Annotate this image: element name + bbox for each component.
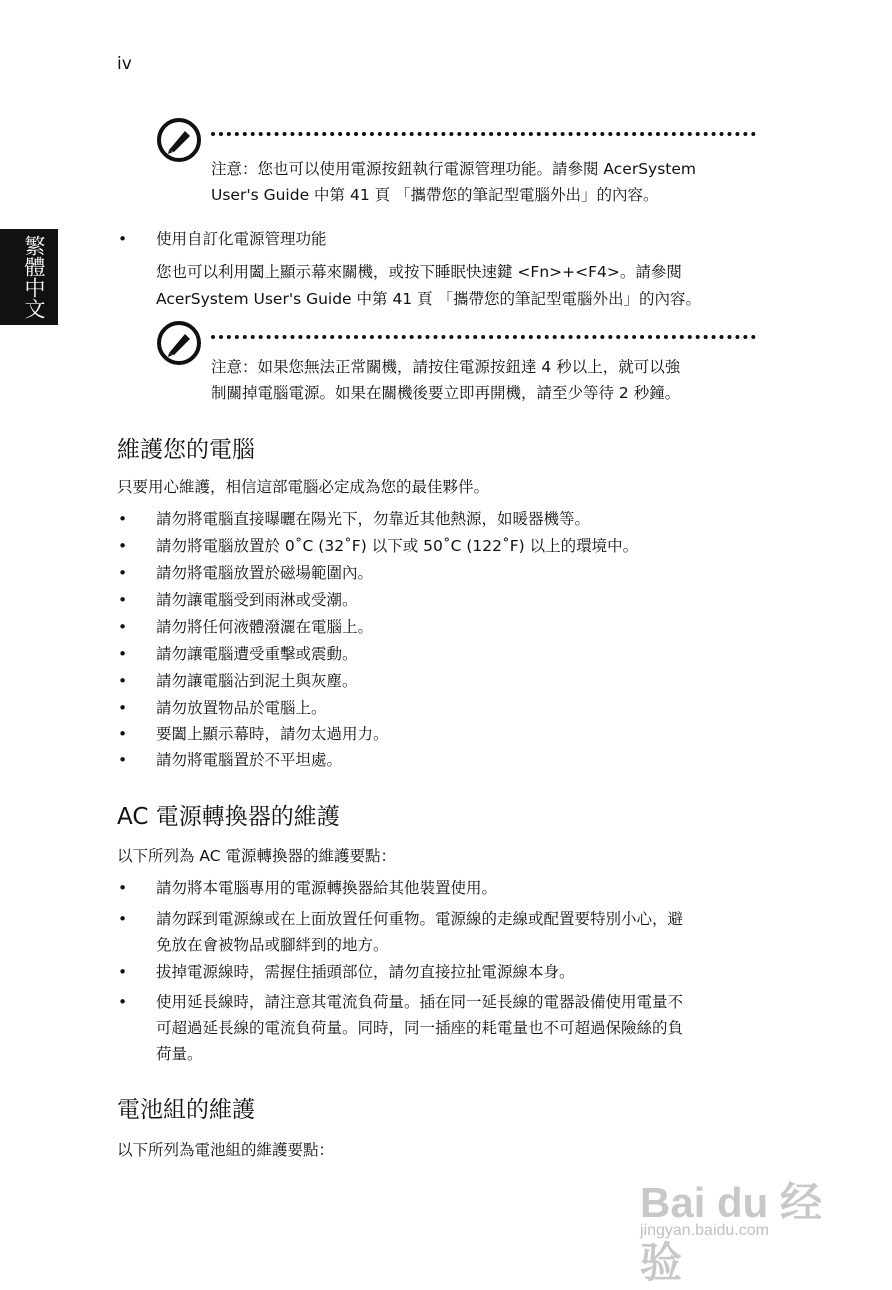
bullet-text: 請勿將電腦放置於 0˚C (32˚F) 以下或 50˚C (122˚F) 以上的環境中。	[156, 537, 639, 555]
custom-power-paragraph	[156, 259, 756, 313]
section-title-battery: 電池組的維護	[117, 1097, 255, 1123]
bullet-line: 可超過延長線的電流負荷量。同時，同一插座的耗電量也不可超過保險絲的負	[156, 1019, 684, 1037]
list-item	[118, 721, 758, 747]
bullet-text: 請勿將電腦放置於磁場範圍內。	[156, 564, 374, 582]
note-1-line-2: User's Guide 中第 41 頁 「攜帶您的筆記型電腦外出」的內容。	[211, 186, 659, 204]
bullet-line: 荷量。	[156, 1045, 203, 1063]
bullet-dot: •	[118, 591, 128, 609]
bullet-text: 拔掉電源線時，需握住插頭部位，請勿直接拉扯電源線本身。	[156, 963, 575, 981]
bullet-line: 免放在會被物品或腳絆到的地方。	[156, 936, 389, 954]
bullet-dot: •	[118, 963, 128, 981]
watermark-url: jingyan.baidu.com	[640, 1222, 769, 1239]
baidu-watermark	[640, 1150, 850, 1286]
list-item	[118, 989, 758, 1067]
list-item	[118, 506, 758, 532]
bullet-text: 請勿將電腦直接曝曬在陽光下，勿靠近其他熱源，如暖器機等。	[156, 510, 591, 528]
note-divider	[211, 132, 756, 136]
bullet-text: 請勿將任何液體潑灑在電腦上。	[156, 618, 374, 636]
note-pen-icon	[156, 320, 202, 366]
bullet-line: 請勿踩到電源線或在上面放置任何重物。電源線的走線或配置要特別小心，避	[156, 910, 684, 928]
watermark-brand: Bai du 经验	[640, 1179, 823, 1286]
bullet-text: 請勿讓電腦沾到泥土與灰塵。	[156, 672, 358, 690]
bullet-dot: •	[118, 699, 128, 717]
bullet-text: 使用自訂化電源管理功能	[156, 230, 327, 248]
list-item	[118, 959, 758, 985]
bullet-text: 請勿將本電腦專用的電源轉換器給其他裝置使用。	[156, 879, 498, 897]
section-title-ac: AC 電源轉換器的維護	[117, 804, 340, 830]
list-item	[118, 747, 758, 773]
section-title-care: 維護您的電腦	[117, 437, 255, 463]
bullet-dot: •	[118, 564, 128, 582]
bullet-text: 請勿讓電腦受到雨淋或受潮。	[156, 591, 358, 609]
list-item	[118, 875, 758, 901]
bullet-dot: •	[118, 645, 128, 663]
list-item	[118, 587, 758, 613]
note-2-line-2: 制關掉電腦電源。如果在關機後要立即再開機，請至少等待 2 秒鐘。	[211, 384, 681, 402]
bullet-text: 請勿放置物品於電腦上。	[156, 699, 327, 717]
note-2	[211, 354, 771, 406]
list-item	[118, 226, 758, 252]
paragraph-line-1: 您也可以利用闔上顯示幕來關機，或按下睡眠快速鍵 <Fn>+<F4>。請參閱	[156, 263, 682, 281]
list-item	[118, 906, 758, 958]
bullet-dot: •	[118, 993, 128, 1011]
bullet-dot: •	[118, 537, 128, 555]
bullet-text: 請勿讓電腦遭受重擊或震動。	[156, 645, 358, 663]
bullet-dot: •	[118, 672, 128, 690]
list-item	[118, 533, 758, 559]
note-1-line-1: 注意：您也可以使用電源按鈕執行電源管理功能。請參閱 AcerSystem	[211, 160, 696, 178]
note-divider	[211, 335, 756, 339]
note-1	[211, 156, 771, 208]
note-pen-icon	[156, 117, 202, 163]
bullet-dot: •	[118, 725, 128, 743]
section-intro-battery: 以下所列為電池組的維護要點：	[117, 1141, 335, 1159]
language-side-tab: 繁體中文	[0, 229, 58, 325]
list-item	[118, 668, 758, 694]
bullet-text: 請勿將電腦置於不平坦處。	[156, 751, 343, 769]
bullet-dot: •	[118, 618, 128, 636]
section-intro-care: 只要用心維護，相信這部電腦必定成為您的最佳夥伴。	[117, 478, 490, 496]
bullet-dot: •	[118, 751, 128, 769]
bullet-text	[156, 906, 746, 958]
list-item	[118, 614, 758, 640]
section-intro-ac: 以下所列為 AC 電源轉換器的維護要點：	[117, 847, 397, 865]
bullet-dot: •	[118, 510, 128, 528]
list-item	[118, 695, 758, 721]
bullet-text	[156, 989, 746, 1067]
list-item	[118, 641, 758, 667]
paragraph-line-2: AcerSystem User's Guide 中第 41 頁 「攜帶您的筆記型電腦外出」的內容。	[156, 290, 702, 308]
bullet-dot: •	[118, 879, 128, 897]
bullet-text: 要闔上顯示幕時，請勿太過用力。	[156, 725, 389, 743]
bullet-dot: •	[118, 910, 128, 928]
page-number: iv	[117, 54, 132, 74]
note-2-line-1: 注意：如果您無法正常關機，請按住電源按鈕達 4 秒以上，就可以強	[211, 358, 681, 376]
list-item	[118, 560, 758, 586]
bullet-dot: •	[118, 230, 128, 248]
bullet-line: 使用延長線時，請注意其電流負荷量。插在同一延長線的電器設備使用電量不	[156, 993, 684, 1011]
